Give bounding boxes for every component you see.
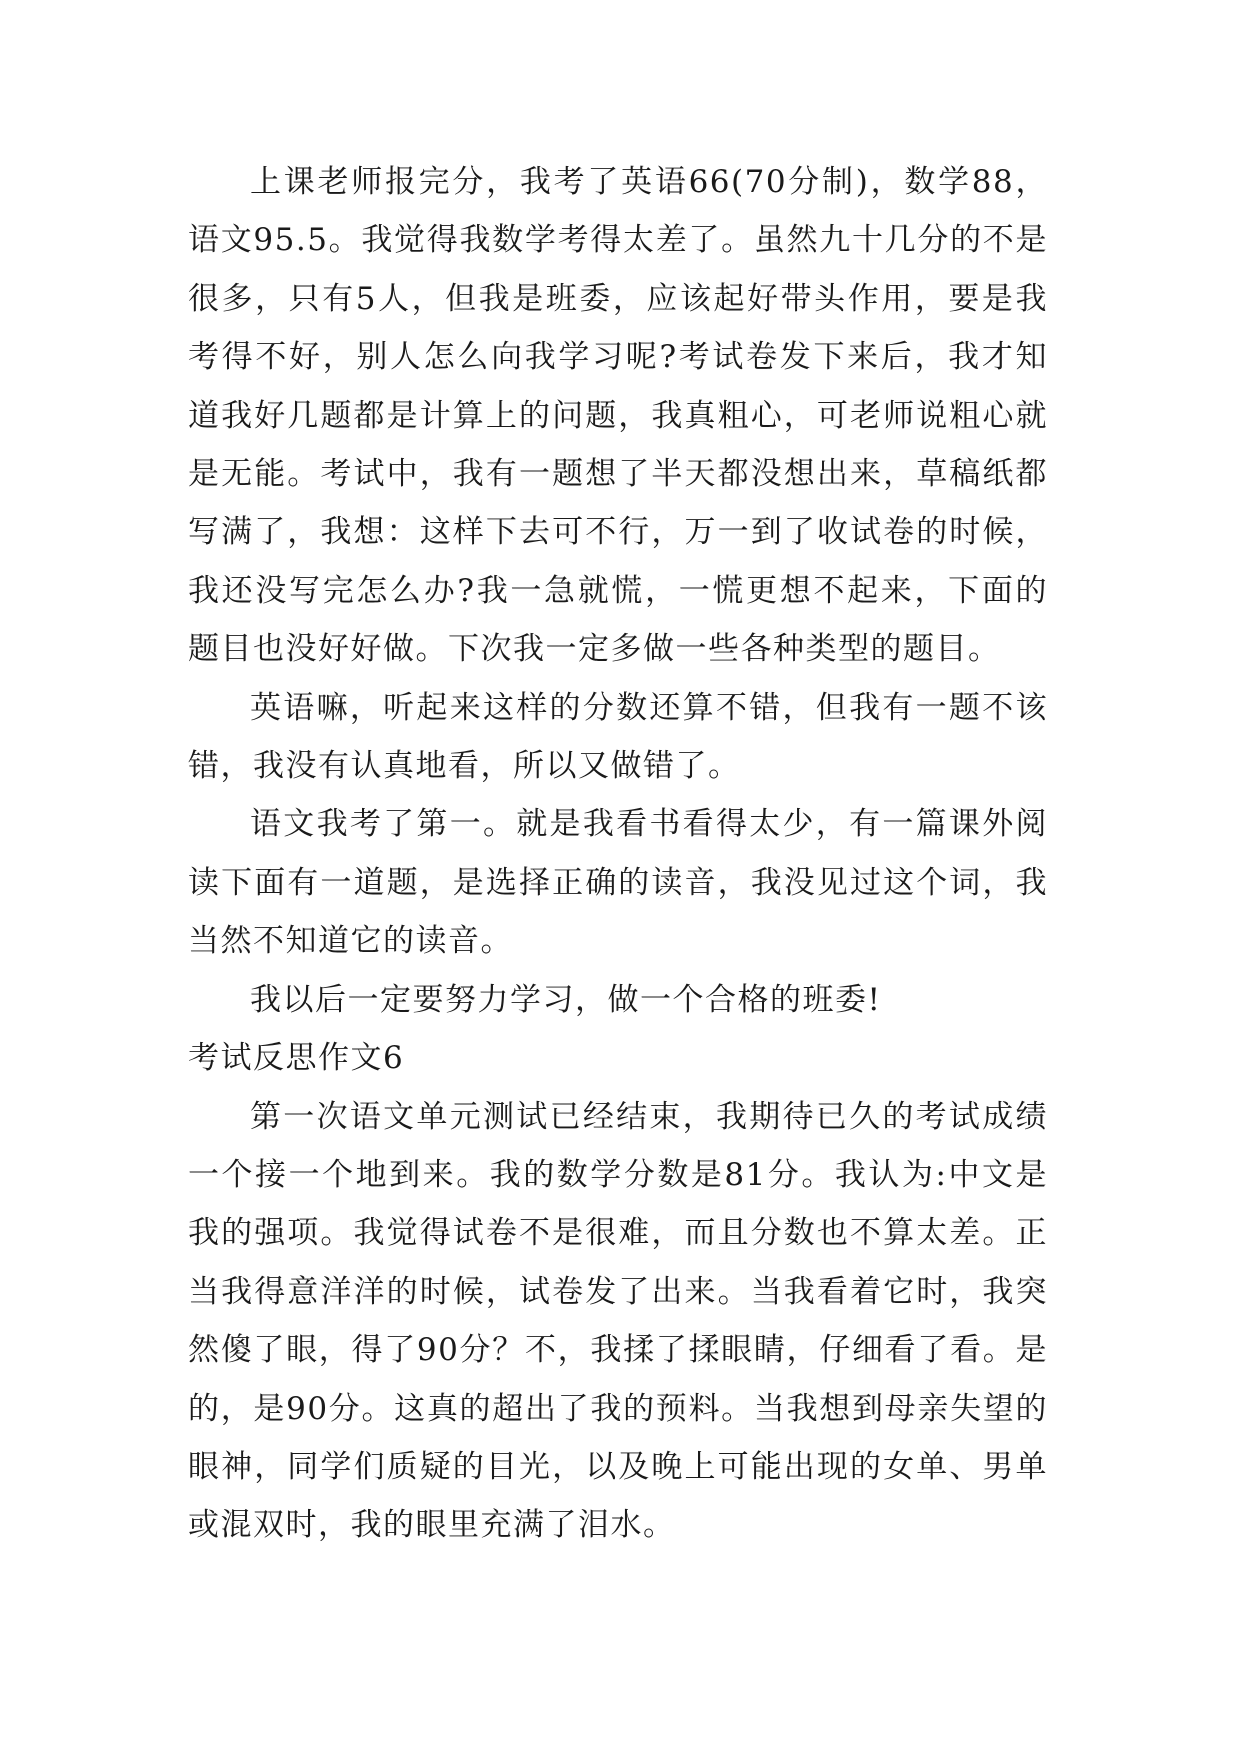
section-paragraph-1: 第一次语文单元测试已经结束，我期待已久的考试成绩一个接一个地到来。我的数学分数是81分。我认为:中文是我的强项。我觉得试卷不是很难，而且分数也不算太差。正当我得意洋洋的时候，试卷发了出来。当我看着它时，我突然傻了眼，得了90分？不，我揉了揉眼睛，仔细看了看。是的，是90分。这真的超出了我的预料。当我想到母亲失望的眼神，同学们质疑的目光，以及晚上可能出现的女单、男单或混双时，我的眼里充满了泪水。 [188,1098,1048,1544]
paragraph-4: 我以后一定要努力学习，做一个合格的班委! [250,981,882,1018]
section-heading: 考试反思作文6 [188,1040,405,1077]
paragraph-1: 上课老师报完分，我考了英语66(70分制)，数学88，语文95.5。我觉得我数学考得太差了。虽然九十几分的不是很多，只有5人，但我是班委，应该起好带头作用，要是我考得不好，别人怎么向我学习呢?考试卷发下来后，我才知道我好几题都是计算上的问题，我真粗心，可老师说粗心就是无能。考试中，我有一题想了半天都没想出来，草稿纸都写满了，我想：这样下去可不行，万一到了收试卷的时候，我还没写完怎么办?我一急就慌，一慌更想不起来，下面的题目也没好好做。下次我一定多做一些各种类型的题目。 [188,164,1048,668]
paragraph-2: 英语嘛，听起来这样的分数还算不错，但我有一题不该错，我没有认真地看，所以又做错了。 [188,689,1048,785]
document-page [188,153,1048,1555]
paragraph-3: 语文我考了第一。就是我看书看得太少，有一篇课外阅读下面有一道题，是选择正确的读音，我没见过这个词，我当然不知道它的读音。 [188,806,1048,960]
